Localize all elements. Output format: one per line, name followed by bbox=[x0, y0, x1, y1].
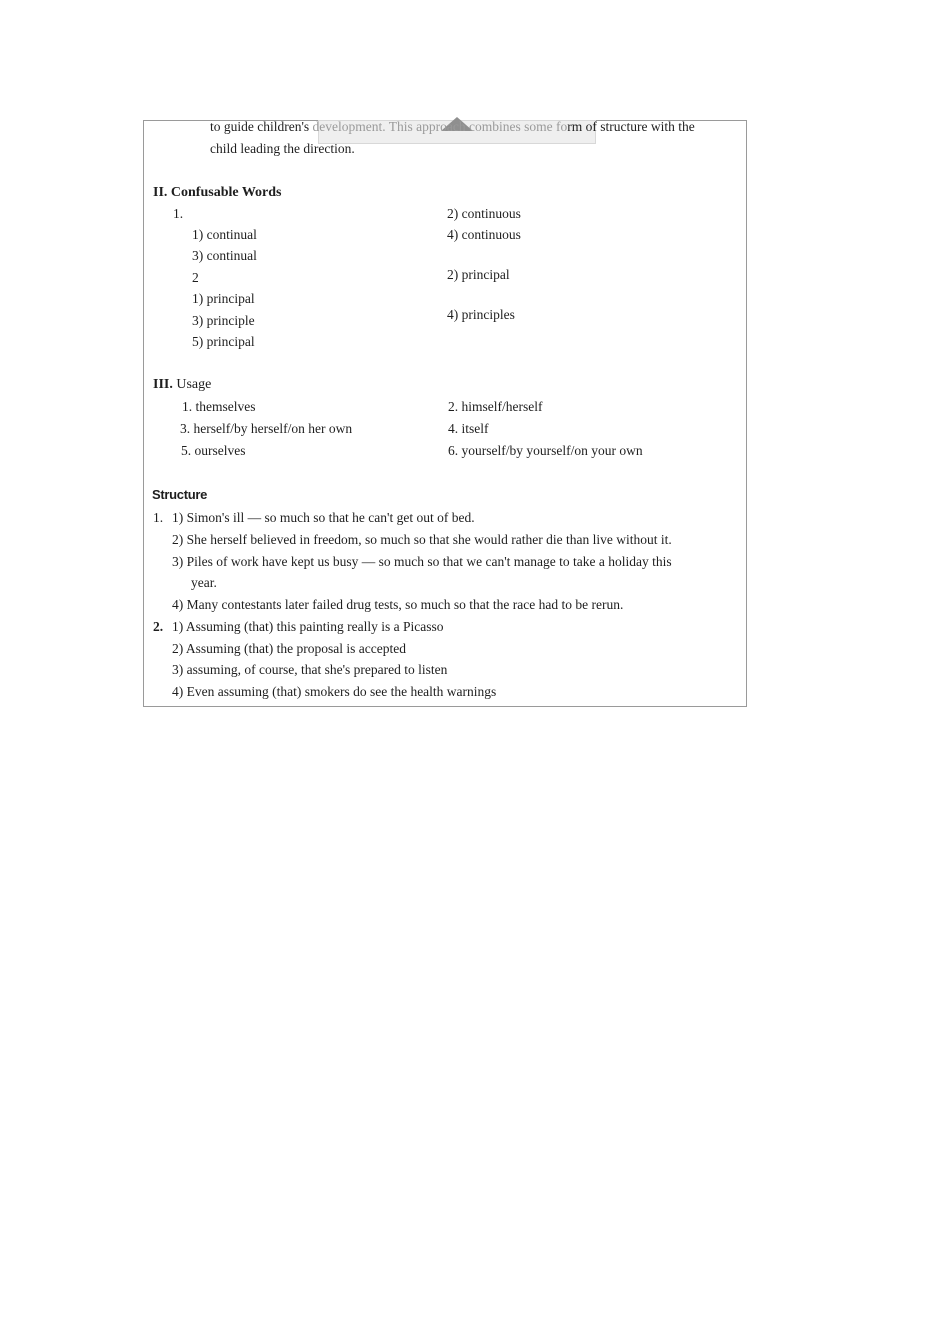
confusable-q1-right-2: 4) continuous bbox=[447, 227, 521, 242]
structure-q1-item-3: 3) Piles of work have kept us busy — so much so that we can't manage to take a holiday this bbox=[172, 554, 672, 569]
confusable-q2-number: 2 bbox=[192, 270, 199, 285]
usage-heading: III. Usage bbox=[153, 377, 212, 392]
structure-q2-item-4: 4) Even assuming (that) smokers do see the health warnings bbox=[172, 684, 497, 699]
structure-heading: Structure bbox=[152, 487, 208, 502]
confusable-q2-left-2: 3) principle bbox=[192, 313, 255, 328]
confusable-heading: II. Confusable Words bbox=[153, 185, 282, 200]
structure-q1-number: 1. bbox=[153, 510, 164, 525]
usage-right-3: 6. yourself/by yourself/on your own bbox=[448, 443, 643, 458]
usage-left-1: 1. themselves bbox=[182, 399, 256, 414]
structure-q2-item-3: 3) assuming, of course, that she's prepared to listen bbox=[172, 662, 448, 677]
structure-q1-item-2: 2) She herself believed in freedom, so much so that she would rather die than live without it. bbox=[172, 532, 672, 547]
structure-q2-item-1: 1) Assuming (that) this painting really is a Picasso bbox=[172, 619, 444, 634]
confusable-q1-left-1: 1) continual bbox=[192, 227, 257, 242]
usage-right-2: 4. itself bbox=[448, 421, 489, 436]
structure-q2-item-2: 2) Assuming (that) the proposal is accepted bbox=[172, 641, 406, 656]
confusable-q1-number: 1. bbox=[173, 206, 184, 221]
structure-q1-item-3-cont: year. bbox=[191, 575, 217, 590]
confusable-q2-left-1: 1) principal bbox=[192, 291, 255, 306]
confusable-q2-right-1: 2) principal bbox=[447, 267, 510, 282]
intro-line-2: child leading the direction. bbox=[210, 141, 355, 156]
usage-left-3: 5. ourselves bbox=[181, 443, 246, 458]
structure-q1-item-1: 1) Simon's ill — so much so that he can't get out of bed. bbox=[172, 510, 475, 525]
confusable-q2-right-2: 4) principles bbox=[447, 307, 515, 322]
intro-line-1: to guide children's development. This approach combines some form of structure with the bbox=[210, 119, 695, 134]
confusable-q2-left-3: 5) principal bbox=[192, 334, 255, 349]
structure-q1-item-4: 4) Many contestants later failed drug tests, so much so that the race had to be rerun. bbox=[172, 597, 624, 612]
usage-left-2: 3. herself/by herself/on her own bbox=[180, 421, 353, 436]
confusable-q1-left-2: 3) continual bbox=[192, 248, 257, 263]
confusable-q1-right-1: 2) continuous bbox=[447, 206, 521, 221]
structure-q2-number: 2. bbox=[153, 619, 164, 634]
usage-right-1: 2. himself/herself bbox=[448, 399, 543, 414]
